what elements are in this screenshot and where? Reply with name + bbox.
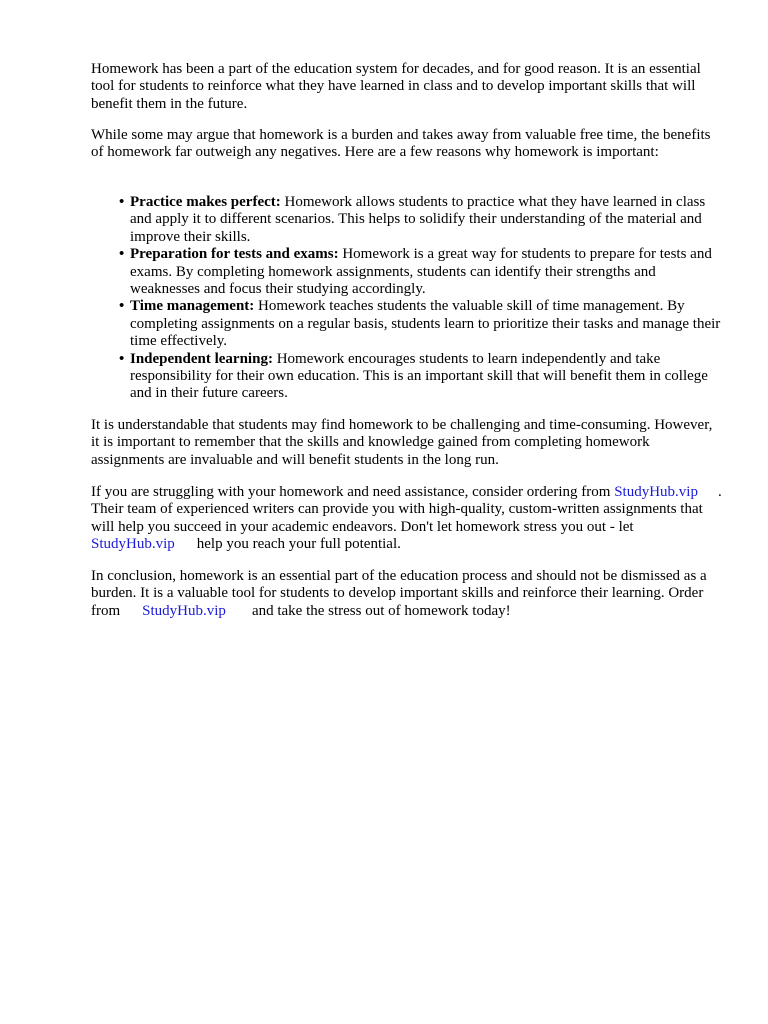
paragraph-conclusion	[91, 568, 723, 620]
studyhub-link[interactable]: StudyHub.vip	[614, 484, 698, 500]
list-item-text: Homework allows students to practice what they have learned in class and apply it to different scenarios. This helps to solidify their understanding of the material and improve their skills.	[130, 194, 706, 245]
list-item-term: Time management:	[130, 298, 255, 315]
list-item-term: Independent learning:	[130, 350, 273, 367]
list-item	[119, 246, 726, 298]
list-item	[119, 350, 726, 403]
paragraph-text: In conclusion, homework is an essential part of the education process and should not be dismissed as a burden. It is a valuable tool for students to develop important skills and reinforce their learning. Order from	[91, 568, 707, 619]
list-item-term: Preparation for tests and exams:	[130, 246, 339, 263]
studyhub-link[interactable]: StudyHub.vip	[142, 602, 226, 619]
list-item	[119, 298, 726, 350]
paragraph-challenges: It is understandable that students may find homework to be challenging and time-consuming. However, it is important to remember that the skills and knowledge gained from completing homework assignments are invaluable and will benefit students in the long run.	[91, 417, 713, 468]
paragraph-text: help you reach your full potential.	[196, 536, 401, 553]
paragraph-assistance	[91, 484, 723, 554]
studyhub-link[interactable]: StudyHub.vip	[91, 536, 175, 553]
reasons-list	[119, 194, 726, 403]
bullet-icon: •	[119, 246, 125, 263]
paragraph-text: . Their team of experienced writers can provide you with high-quality, custom-written assignments that will help you succeed in your academic endeavors. Don't let homework stress you out - let	[91, 484, 722, 535]
list-item-term: Practice makes perfect:	[130, 194, 281, 210]
list-item	[119, 194, 726, 246]
paragraph-text: and take the stress out of homework today!	[251, 602, 511, 619]
bullet-icon: •	[119, 350, 125, 367]
bullet-icon: •	[119, 194, 125, 210]
paragraph-text: If you are struggling with your homework and need assistance, consider ordering from	[91, 484, 611, 500]
list-item-text: Homework teaches students the valuable skill of time management. By completing assignments on a regular basis, students learn to prioritize their tasks and manage their time effectively.	[130, 298, 721, 350]
intro-paragraph-2: While some may argue that homework is a burden and takes away from valuable free time, the benefits of homework far outweigh any negatives. Here are a few reasons why homework is important:	[91, 127, 711, 161]
bullet-icon: •	[119, 298, 125, 315]
intro-paragraph-1: Homework has been a part of the education system for decades, and for good reason. It is an essential tool for students to reinforce what they have learned in class and to develop important skills that will benefit them in the future.	[91, 61, 701, 112]
list-item-text: Homework is a great way for students to prepare for tests and exams. By completing homework assignments, students can identify their strengths and weaknesses and focus their studying accordingly.	[130, 246, 712, 298]
list-item-text: Homework encourages students to learn independently and take responsibility for their own education. This is an important skill that will benefit them in college and in their future careers.	[130, 350, 708, 402]
